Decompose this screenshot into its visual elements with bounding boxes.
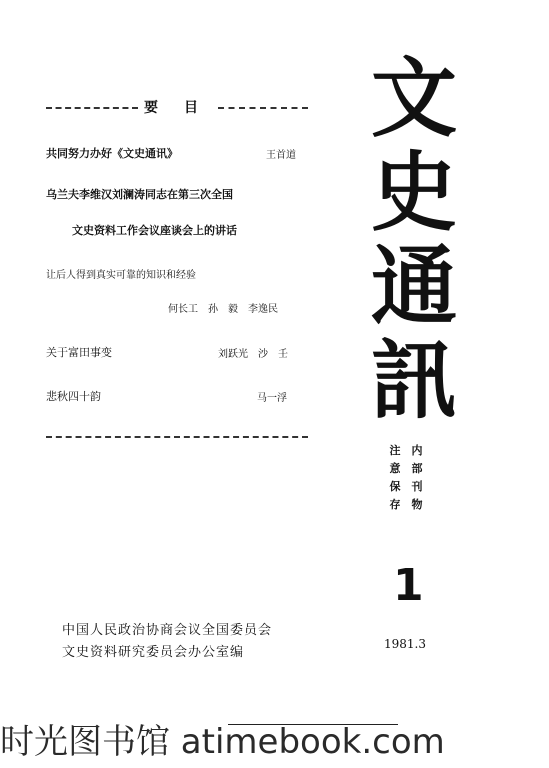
publisher-line: 文史资料研究委员会办公室编 <box>62 645 245 660</box>
notice-char: 物 <box>411 498 423 511</box>
toc-top-rule-right <box>218 107 308 109</box>
toc-entry-author: 王首道 <box>266 150 296 161</box>
masthead-char: 史 <box>371 142 457 243</box>
notice-char: 存 <box>389 498 401 511</box>
issue-number: 1 <box>393 560 424 611</box>
toc-entry-title: 悲秋四十韵 <box>46 390 101 403</box>
toc-entry-title: 共同努力办好《文史通讯》 <box>46 147 178 160</box>
notice-char: 注 <box>389 444 401 457</box>
masthead-char: 通 <box>371 236 457 337</box>
watermark-text: 时光图书馆 atimebook.com <box>0 722 445 762</box>
masthead-char: 訊 <box>371 330 457 431</box>
toc-entry-title: 乌兰夫李维汉刘澜涛同志在第三次全国 <box>46 188 233 201</box>
toc-entry-author: 马一浮 <box>257 393 287 404</box>
masthead-char: 文 <box>371 48 457 149</box>
toc-entry-title: 关于富田事变 <box>46 346 112 359</box>
publisher-line: 中国人民政治协商会议全国委员会 <box>62 623 273 638</box>
masthead-title <box>358 48 470 431</box>
notice-char: 内 <box>411 444 423 457</box>
toc-top-rule-left <box>46 107 138 109</box>
toc-bottom-rule <box>46 436 308 438</box>
internal-notice <box>384 442 428 512</box>
toc-entry-title: 让后人得到真实可靠的知识和经验 <box>46 270 196 281</box>
toc-entry-title-line2: 文史资料工作会议座谈会上的讲话 <box>72 224 237 237</box>
toc-entry-author: 何长工 孙 毅 李逸民 <box>168 304 278 315</box>
notice-char: 意 <box>389 462 401 475</box>
issue-date: 1981.3 <box>384 637 426 651</box>
notice-char: 部 <box>411 462 423 475</box>
publisher-block <box>62 620 272 664</box>
notice-char: 保 <box>389 480 401 493</box>
notice-char: 刊 <box>411 480 423 493</box>
toc-entry-author: 刘跃光 沙 壬 <box>218 349 288 360</box>
toc-heading: 要目 <box>144 100 224 116</box>
